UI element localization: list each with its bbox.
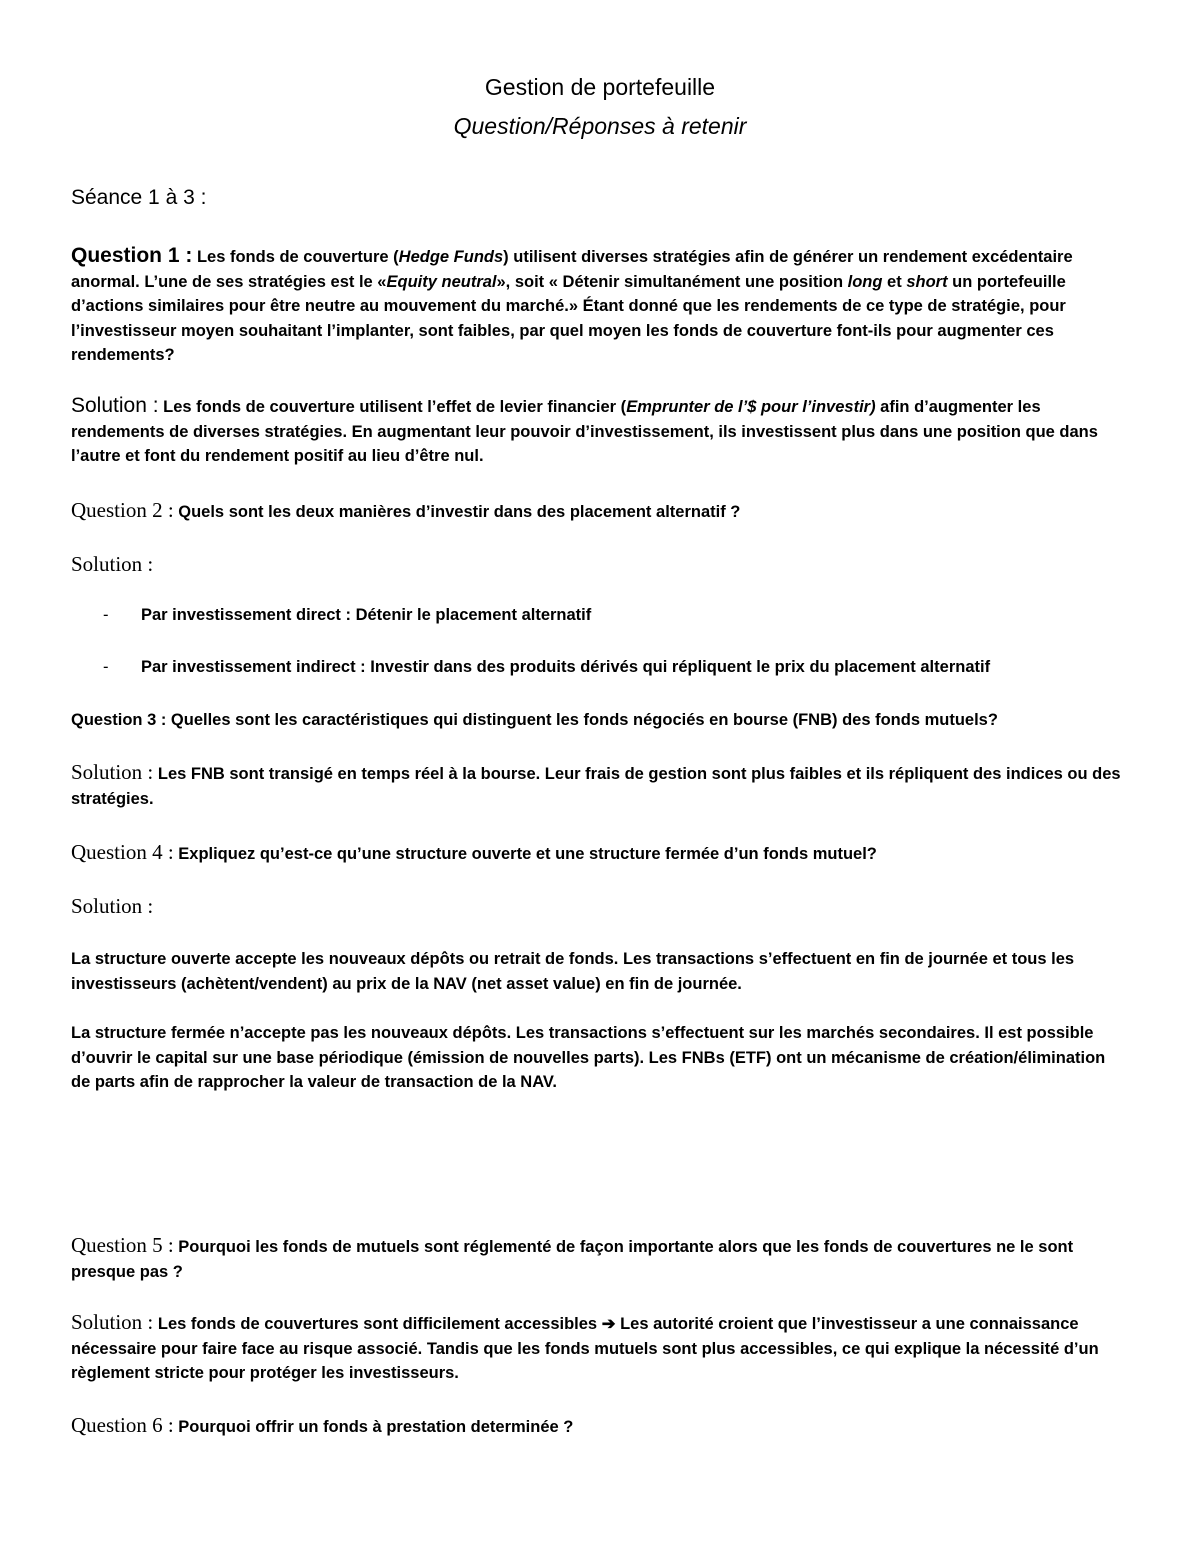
question-1-italic: Hedge Funds — [398, 248, 504, 266]
solution-3 — [71, 760, 1129, 811]
list-item — [103, 658, 1129, 677]
solution-4 — [71, 894, 1129, 921]
question-1-label: Question 1 : — [71, 244, 193, 267]
solution-1-text: Les fonds de couverture utilisent l’effet de levier financier ( — [158, 398, 627, 416]
question-1-text: ) utilisent diverses stratégies afin de générer un rendement excédentaire anormal. L’une de ses stratégies est le « — [71, 248, 1073, 291]
solution-1-label: Solution : — [71, 394, 159, 417]
question-2 — [71, 498, 1129, 525]
solution-2-label: Solution : — [71, 552, 154, 576]
solution-1 — [71, 394, 1129, 469]
bullet-dash: - — [103, 606, 109, 624]
question-1-italic: short — [906, 272, 948, 291]
question-1-text: », soit « Détenir simultanément une position — [496, 272, 848, 291]
question-1-italic: long — [847, 272, 883, 291]
bullet-dash: - — [103, 658, 109, 676]
question-5-text: Pourquoi les fonds de mutuels sont réglementé de façon importante alors que les fonds de couvertures ne le sont presque pas ? — [71, 1238, 1074, 1281]
question-2-label: Question 2 : — [71, 498, 174, 522]
question-6-label: Question 6 : — [71, 1413, 174, 1437]
question-2-text: Quels sont les deux manières d’investir dans des placement alternatif ? — [173, 503, 741, 521]
document-subtitle: Question/Réponses à retenir — [453, 113, 747, 139]
question-1-text: Les fonds de couverture ( — [192, 248, 399, 266]
question-4 — [71, 840, 1129, 867]
solution-4-paragraph-1: La structure ouverte accepte les nouveaux dépôts ou retrait de fonds. Les transactions s’effectuent en fin de journée et tous les investisseurs (achètent/vendent) au prix de la NAV (net asset value) en fin de journée. — [71, 950, 1075, 993]
solution-5-text: Les fonds de couvertures sont difficilement accessibles — [153, 1315, 602, 1333]
question-6-text: Pourquoi offrir un fonds à prestation determinée ? — [173, 1418, 574, 1436]
question-4-label: Question 4 : — [71, 840, 174, 864]
question-6 — [71, 1413, 1129, 1440]
solution-2 — [71, 552, 1129, 579]
question-1-text: un portefeuille d’actions similaires pour être neutre au mouvement du marché.» Étant donné que les rendements de ce type de stratégie, pour l’investisseur moyen souhaitant l’implanter, sont faibles, par quel moyen les fonds de couverture font-ils pour augmenter ces rendements? — [71, 272, 1066, 364]
question-5-label: Question 5 : — [71, 1233, 174, 1257]
list-item-text: Par investissement direct : Détenir le placement alternatif — [141, 606, 592, 624]
solution-4-paragraph-2: La structure fermée n’accepte pas les nouveaux dépôts. Les transactions s’effectuent sur les marchés secondaires. Il est possible d’ouvrir le capital sur une base périodique (émission de nouvelles parts). Les FNBs (ETF) ont un mécanisme de création/élimination de parts afin de rapprocher la valeur de transaction de la NAV. — [71, 1024, 1106, 1091]
question-4-text: Expliquez qu’est-ce qu’une structure ouverte et une structure fermée d’un fonds mutuel? — [173, 845, 877, 863]
question-5 — [71, 1233, 1129, 1284]
arrow-right-icon: ➔ — [601, 1315, 616, 1333]
solution-3-text: Les FNB sont transigé en temps réel à la bourse. Leur frais de gestion sont plus faibles et ils répliquent des indices ou des stratégies. — [71, 765, 1121, 808]
solution-1-text: afin d’augmenter les rendements de diverses stratégies. En augmentant leur pouvoir d’investissement, ils investissent plus dans une position que dans l’autre et font du rendement positif au lieu d’être nul. — [71, 398, 1098, 465]
question-3: Question 3 : Quelles sont les caractéristiques qui distinguent les fonds négociés en bourse (FNB) des fonds mutuels? — [71, 711, 998, 729]
document-title: Gestion de portefeuille — [484, 74, 716, 100]
question-1 — [71, 244, 1129, 368]
solution-5 — [71, 1310, 1129, 1386]
solution-5-text: Les autorité croient que l’investisseur a une connaissance nécessaire pour faire face au risque associé. Tandis que les fonds mutuels sont plus accessibles, ce qui explique la nécessité d’un règlement stricte pour protéger les investisseurs. — [71, 1315, 1099, 1382]
solution-4-label: Solution : — [71, 894, 154, 918]
section-heading: Séance 1 à 3 : — [71, 186, 207, 209]
question-1-text: et — [882, 272, 907, 291]
solution-1-italic: Emprunter de l’$ pour l’investir) — [626, 398, 876, 416]
solution-5-label: Solution : — [71, 1310, 154, 1334]
solution-3-label: Solution : — [71, 760, 154, 784]
list-item — [103, 606, 1129, 625]
question-1-italic: Equity neutral — [386, 272, 497, 291]
list-item-text: Par investissement indirect : Investir dans des produits dérivés qui répliquent le prix du placement alternatif — [141, 658, 991, 676]
